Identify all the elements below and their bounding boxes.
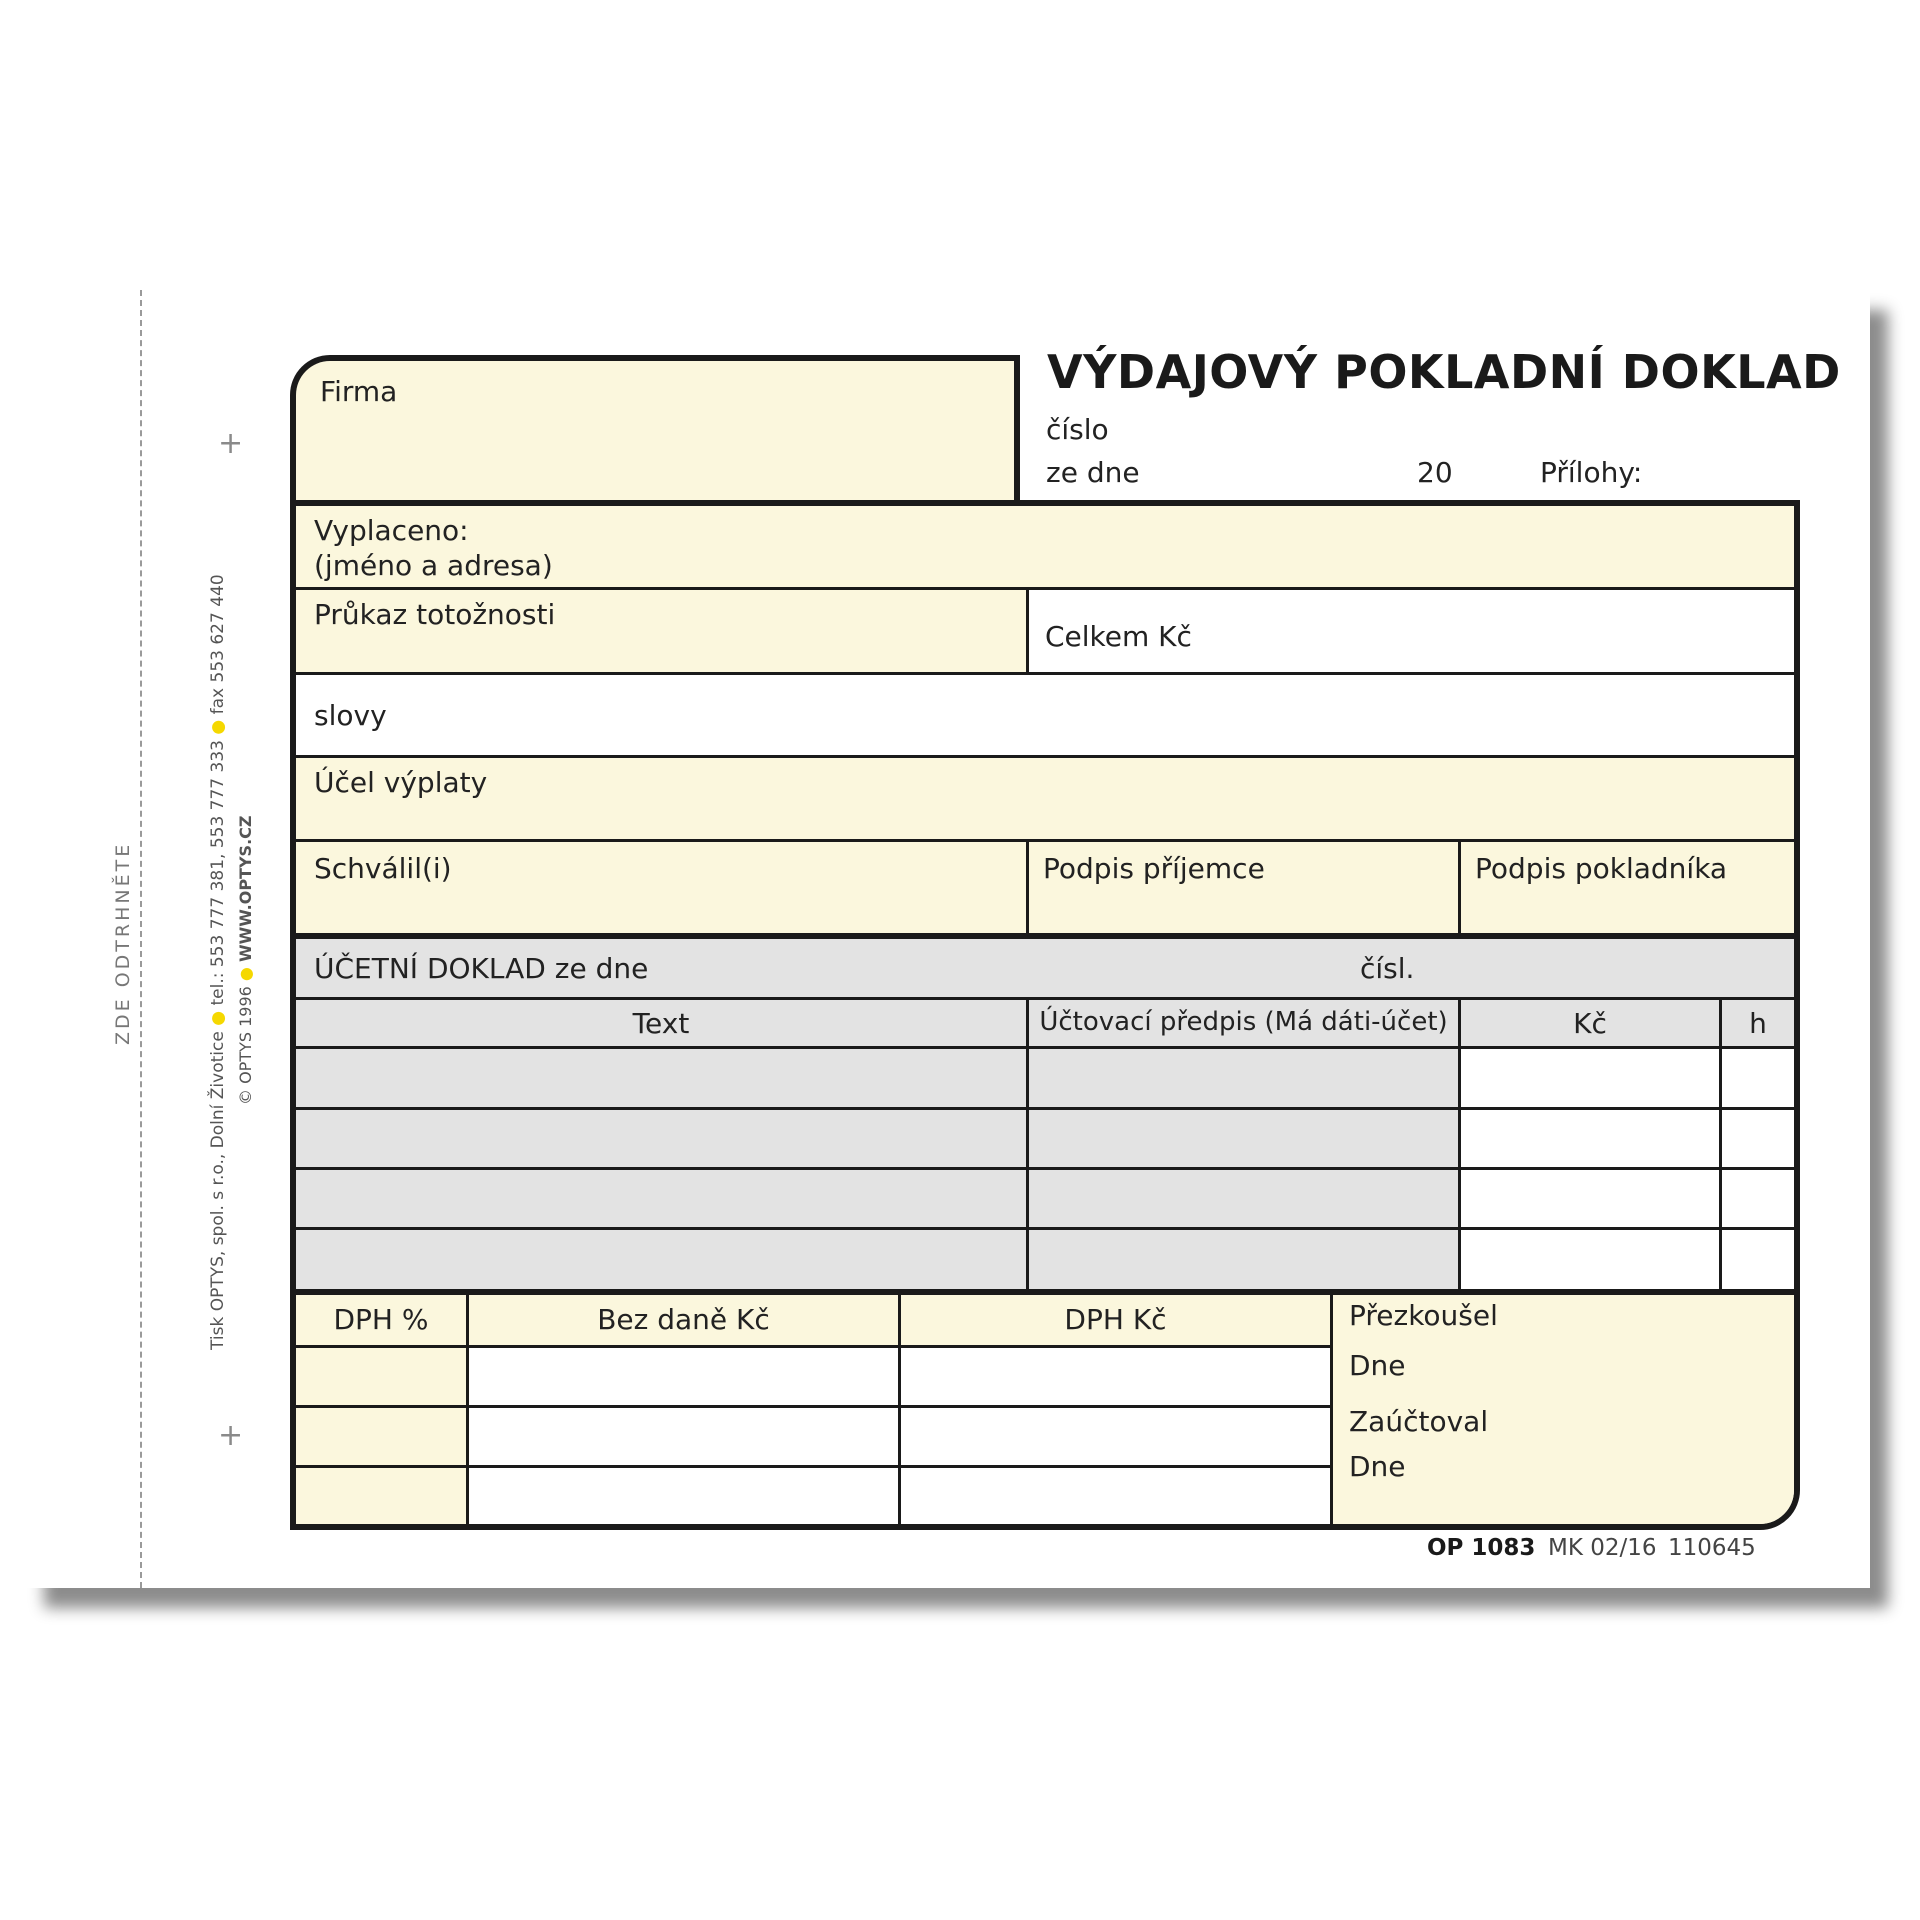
table-row [296, 1465, 1330, 1468]
ucetni-heading[interactable]: ÚČETNÍ DOKLAD ze dne čísl. [296, 939, 1794, 997]
printer-info: Tisk OPTYS, spol. s r.o., Dolní Životice ● tel.: 553 777 381, 553 777 333 ● fax 553 627 440 [208, 574, 228, 1350]
ze-dne-label: ze dne [1046, 456, 1140, 489]
year-label: 20 [1417, 456, 1453, 489]
form-number: 110645 [1668, 1535, 1756, 1561]
dph-pct-column[interactable]: DPH % [296, 1295, 466, 1524]
podpis-prijemce-field[interactable]: Podpis příjemce [1029, 842, 1458, 933]
table-row [296, 1227, 1794, 1230]
divider [898, 1295, 901, 1524]
form-mk: MK 02/16 [1548, 1535, 1657, 1561]
prezkousel-box[interactable]: Přezkoušel Dne Zaúčtoval Dne [1333, 1295, 1794, 1524]
prilohy-label: Přílohy: [1540, 456, 1643, 489]
tear-line [140, 290, 142, 1588]
divider [1719, 1000, 1722, 1289]
document-title: VÝDAJOVÝ POKLADNÍ DOKLAD [1047, 345, 1841, 399]
divider [296, 1345, 1330, 1348]
slovy-field[interactable]: slovy [296, 675, 1794, 755]
prukaz-field[interactable]: Průkaz totožnosti [296, 590, 1026, 672]
col-text-header: Text [296, 1000, 1026, 1046]
vyplaceno-field[interactable]: Vyplaceno: (jméno a adresa) [296, 506, 1794, 587]
col-h-header: h [1722, 1000, 1794, 1046]
table-row [296, 1405, 1330, 1408]
divider [466, 1295, 469, 1524]
firma-box[interactable]: Firma [290, 355, 1020, 500]
registration-mark-bottom: + [218, 1418, 244, 1453]
form-grid [290, 355, 1800, 1530]
divider [1026, 1000, 1029, 1289]
cislo-label: číslo [1046, 413, 1109, 446]
registration-mark-top: + [218, 426, 244, 461]
col-kc-header: Kč [1461, 1000, 1719, 1046]
divider [1458, 1000, 1461, 1289]
divider [1330, 1295, 1333, 1524]
tear-here-label: ZDE ODTRHNĚTE [112, 841, 134, 1045]
table-row [296, 1167, 1794, 1170]
bez-dane-header: Bez daně Kč [469, 1295, 898, 1345]
dph-kc-header: DPH Kč [901, 1295, 1330, 1345]
celkem-field[interactable]: Celkem Kč [1029, 590, 1794, 672]
podpis-pokladnika-field[interactable]: Podpis pokladníka [1461, 842, 1794, 933]
form-code: OP 1083 [1427, 1535, 1536, 1561]
ucel-field[interactable]: Účel výplaty [296, 758, 1794, 839]
table-row [296, 1107, 1794, 1110]
col-predpis-header: Účtovací předpis (Má dáti-účet) [1029, 1000, 1458, 1046]
printer-web: © OPTYS 1996 ● WWW.OPTYS.CZ [236, 815, 255, 1105]
schvalil-field[interactable]: Schválil(i) [296, 842, 1026, 933]
